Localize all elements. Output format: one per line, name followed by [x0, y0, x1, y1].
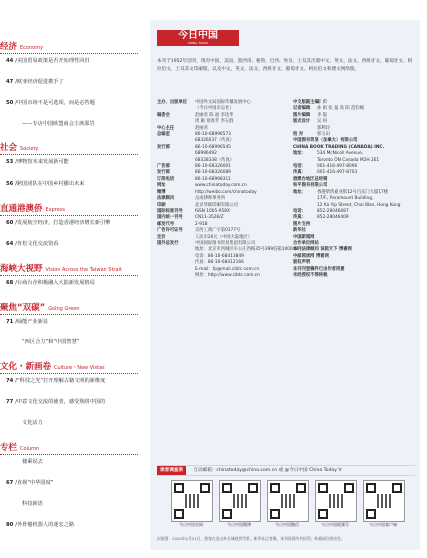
masthead-label: 发行部 [157, 170, 170, 176]
masthead-value: 京西工商广字第0177号 [195, 228, 241, 234]
qr-code-label: 今日中国微博 [227, 522, 251, 527]
masthead-value: 李 锟 [317, 112, 327, 118]
masthead-value: 孙 娟 张 曼 高 阳 范钧楠 [317, 106, 364, 112]
section-title: 直通港澳侨 [0, 204, 43, 214]
masthead-value: 68996492 [195, 151, 217, 157]
masthead-value: 534 McNicoll Avenue, [317, 151, 364, 157]
masthead-value: 香港柴湾嘉业街12号百乐门大厦17楼 [317, 189, 389, 195]
masthead-label: 广告许可证号 [157, 228, 183, 234]
masthead-value: 郭利玲 [317, 125, 330, 131]
masthead-row [293, 273, 417, 279]
magazine-intro: 本刊于1952年创刊，现有中国、美国、墨西哥、秘鲁、巴西、埃及、土耳其出版中文、英文、法文、西班牙文、葡萄牙文、阿拉伯文、土耳其文印刷版，以及中文、英文、法文、西班牙文、葡萄牙文、阿拉伯文和德文网络版。 [157, 59, 413, 72]
section-divider [0, 154, 138, 155]
table-of-contents [0, 0, 143, 558]
entry-title: 楼乘说去 [22, 459, 43, 465]
masthead-label: 版式设计 [293, 119, 311, 125]
section-title-en: Going Green [48, 306, 80, 312]
qr-data-modules [185, 494, 199, 508]
qr-code-label: 今日中国视频号 [321, 522, 349, 527]
masthead-value: CN11-3528/Z [195, 215, 224, 221]
masthead-value: 12 Ka Yip Street, Chai Wan, Hong Kong [317, 202, 401, 208]
masthead-value: 001-416-497-8096 [317, 164, 358, 170]
qr-code[interactable] [267, 480, 309, 522]
masthead-label: 印刷 [157, 202, 166, 208]
qr-finder-pattern [174, 483, 184, 493]
section-title: 海峡大视野 [0, 264, 43, 274]
entry-title: /跨国团队在中国乡村播出未来 [15, 181, 85, 187]
masthead-value: 852-28046687 [317, 208, 349, 214]
qr-finder-pattern [392, 483, 402, 493]
entry-title: ——专访中国欧盟商会主席邵岩 [22, 121, 95, 127]
masthead-value: 岳成律师事务所 [195, 196, 226, 202]
section-divider [0, 314, 138, 315]
masthead-column-right [293, 100, 417, 279]
page-number: 67 [6, 480, 14, 486]
qr-finder-pattern [318, 509, 328, 519]
section-title: 社会 [0, 143, 18, 153]
masthead-value: （今日中国杂志社） [195, 106, 234, 112]
page-number: 68 [6, 280, 14, 286]
masthead-label: 校 对 [293, 132, 304, 138]
qr-data-modules [281, 494, 295, 508]
entry-title: /中国市场不是可选项，而是必答题 [15, 100, 95, 106]
reader-survey-badge[interactable]: 读者调查表 [157, 466, 186, 475]
section-title-en: Economy [20, 45, 44, 51]
masthead-label: 本刊刊登稿件已由作者同意 [293, 266, 345, 272]
masthead-value: 86-10-68996545 [195, 144, 231, 150]
masthead-value: 86-10-68998311 [195, 176, 231, 182]
masthead-value: 852-28046409 [317, 215, 349, 221]
masthead-value: 赵丽君 陈 福 李攻华 [195, 112, 234, 118]
masthead-value: 郝 蔚 [317, 100, 327, 105]
masthead-label: CHINA BOOK TRADING (CANADA) INC. [293, 144, 385, 150]
masthead-value: 86-10-68996573 [195, 132, 231, 138]
qr-data-modules [329, 494, 343, 508]
masthead-value: 地址：北京市西城区车公庄西路35号399信箱100048 [195, 247, 299, 253]
masthead-value: 中国外文局国际传播发展中心 [195, 100, 251, 105]
masthead-label: 国际标准刊号 [157, 208, 183, 214]
contact-info: 互动邮箱：chinatoday@china.com.cn 或 @今日中国 China Today V [193, 468, 342, 473]
entry-title: /中意文化交流的使者，感受熟络中国的 [15, 399, 106, 405]
entry-title: /外骨骼机器人的迷宏之路 [15, 522, 75, 528]
qr-finder-pattern [222, 483, 232, 493]
toc-section-heading [0, 441, 140, 453]
masthead-value: 北京华联印刷有限公司 [195, 202, 238, 208]
section-title-en: Society [20, 146, 39, 152]
toc-entry[interactable] [22, 501, 156, 508]
page-number: 50 [6, 100, 14, 106]
masthead-label: 国内统一刊号 [157, 215, 183, 221]
toc-entry[interactable] [22, 339, 156, 346]
masthead-value: 电话：86-10-68413849 [195, 253, 244, 259]
page-number: 80 [6, 522, 14, 528]
masthead-value: 网址：http://www.cibtc.com.cn [195, 272, 260, 278]
masthead-label: 传真： [293, 215, 306, 221]
page-number: 47 [6, 79, 14, 85]
masthead-label: 国外总发行 [157, 240, 179, 246]
masthead-value: 68326037（传真） [195, 138, 235, 144]
section-divider [0, 275, 138, 276]
toc-entry[interactable] [6, 79, 140, 86]
qr-finder-pattern [366, 509, 376, 519]
masthead-label: 地址： [293, 189, 306, 195]
toc-section-heading [0, 202, 140, 214]
toc-entry[interactable] [6, 522, 140, 529]
toc-entry[interactable] [6, 159, 140, 166]
page-number: 60 [6, 220, 14, 226]
masthead-value: ISSN 1005-958X [195, 208, 230, 214]
toc-entry[interactable] [6, 181, 140, 188]
masthead-label: 未经授权不得转载 [293, 272, 328, 278]
qr-finder-pattern [270, 509, 280, 519]
toc-entry[interactable] [6, 58, 140, 65]
entry-title: /直视“中华国度” [15, 480, 54, 486]
toc-section-heading [0, 141, 140, 153]
qr-finder-pattern [200, 483, 210, 493]
masthead-value: 2-918 [195, 221, 208, 227]
masthead-label: 合作单位网站 [293, 240, 319, 246]
qr-finder-pattern [318, 483, 328, 493]
entry-title: /绿能产业新显 [15, 319, 49, 325]
masthead-label: 编委会 [157, 112, 170, 118]
masthead-label: 传真： [293, 170, 306, 176]
masthead-value: 86-10-68326089 [195, 170, 231, 176]
toc-entry[interactable] [22, 121, 156, 128]
masthead-label: 版权声明 [293, 260, 311, 266]
masthead-label: 中文版副主编 [293, 100, 319, 105]
section-divider [0, 454, 138, 455]
toc-entry[interactable] [6, 399, 140, 406]
page-number: 53 [6, 159, 14, 165]
section-title: 经济 [0, 42, 18, 52]
page-number: 56 [6, 181, 14, 187]
section-title-en: Express [45, 207, 66, 213]
toc-section-heading [0, 360, 140, 372]
masthead-value: 传真：86-10-68412166 [195, 260, 244, 266]
qr-code[interactable] [171, 480, 213, 522]
toc-entry[interactable] [6, 100, 140, 107]
masthead-label: 中心主任 [157, 125, 175, 131]
toc-entry[interactable] [6, 280, 140, 287]
toc-section-heading [0, 301, 140, 313]
masthead-value: 郭玉田 [317, 132, 330, 138]
qr-finder-pattern [366, 483, 376, 493]
masthead-label: 定价 [157, 234, 166, 240]
qr-code[interactable] [219, 480, 261, 522]
qr-finder-pattern [270, 483, 280, 493]
qr-data-modules [233, 494, 247, 508]
masthead-label: 图片编辑 [293, 112, 311, 118]
entry-title: /“科技之光”打开理解古籍文明的新维度 [15, 378, 106, 384]
qr-finder-pattern [344, 483, 354, 493]
qr-finder-pattern [174, 509, 184, 519]
qr-code[interactable] [363, 480, 405, 522]
masthead-value: 赵丽君 [195, 125, 208, 131]
masthead-value: 17/F., Paramount Building, [317, 196, 374, 202]
entry-title: 文化活力 [22, 420, 43, 426]
section-title: 文化・新画卷 [0, 362, 52, 372]
masthead-label: 主办、出版单位 [157, 100, 188, 105]
section-title-en: Column [20, 446, 40, 452]
toc-section-heading [0, 262, 140, 274]
entry-title: /发展航空经济，打造香港经济增长新引擎 [15, 220, 111, 226]
section-title: 专栏 [0, 443, 18, 453]
masthead-value: Toronto ON Canada M2H 2E1 [317, 157, 380, 163]
qr-data-modules [377, 494, 391, 508]
masthead-value: http://weibo.com/chinatoday [195, 189, 257, 195]
entry-title: /台商台企积极融入大陆新发展格局 [15, 280, 95, 286]
entry-title: /美国贸易政策是否开始理性回归 [15, 58, 90, 64]
masthead-label: 微博 [157, 189, 166, 195]
masthead-label: 和平图书有限公司 [293, 183, 328, 189]
toc-entry[interactable] [22, 420, 156, 427]
toc-entry[interactable] [6, 378, 140, 385]
magazine-logo: 今日中国 CHINA TODAY [157, 30, 239, 46]
section-divider [0, 373, 138, 374]
masthead-label: 法律顾问 [157, 196, 175, 202]
section-title-en: Culture・New Vistas [54, 365, 105, 371]
masthead-label: 中国新闻网 [293, 234, 315, 240]
masthead-value: www.chinatoday.com.cn [195, 183, 247, 189]
masthead-value: 周 颖 徐春芳 李五群 [195, 119, 234, 125]
qr-code-label: 今日中国微信 [275, 522, 299, 527]
qr-code-label: 今日中国客户端 [369, 522, 397, 527]
qr-code[interactable] [315, 480, 357, 522]
section-title-en: Vision Across the Taiwan Strait [45, 267, 122, 273]
qr-finder-pattern [296, 483, 306, 493]
masthead-label: 订阅电话 [157, 176, 175, 182]
toc-entry[interactable] [6, 220, 140, 227]
masthead-value: 001-416-497-8703 [317, 170, 358, 176]
masthead-label: 记者编辑 [293, 106, 311, 112]
masthead-value: 86-10-68326001 [195, 164, 231, 170]
masthead-value: 68328338（传真） [195, 157, 235, 163]
masthead-value: 吴 珂 [317, 119, 327, 125]
toc-entry[interactable] [6, 319, 140, 326]
toc-entry[interactable] [6, 480, 140, 487]
masthead-label: 中国图书贸易（加拿大）有限公司 [293, 138, 358, 144]
masthead-value: E-mail：fp@mail.cibtc.com.cn [195, 266, 260, 272]
reader-survey-bar [157, 465, 415, 476]
entry-title: “西区合力”和“中国智慧” [22, 339, 80, 345]
entry-title: /博物馆未来发展新可能 [15, 159, 69, 165]
page-number: 44 [6, 58, 14, 64]
masthead-label: 图片支持 [293, 221, 311, 227]
masthead-panel [150, 20, 420, 550]
masthead-label: 本刊法律顾问 该院天下 博睿网 [293, 247, 352, 253]
page-number: 74 [6, 378, 14, 384]
page-number: 64 [6, 241, 14, 247]
toc-entry[interactable] [6, 241, 140, 248]
masthead-label: 邮发代号 [157, 221, 175, 227]
masthead-label: 新华社 [293, 228, 306, 234]
masthead-label: 港澳台地区总经销 [293, 176, 328, 182]
footer-note: 封面图：2025年1月21日，游客在金山岭长城观赏雪景。新华社记者摄。本刊保留所有权利，转载请注明出处。 [157, 536, 345, 541]
masthead-label: 地址： [293, 151, 306, 157]
qr-code-row [157, 480, 415, 532]
qr-finder-pattern [248, 483, 258, 493]
masthead-row [157, 273, 289, 279]
entry-title: /欧亚经济促进携手了 [15, 79, 64, 85]
masthead-value: 中国国际图书贸易集团有限公司 [195, 240, 256, 246]
section-title: 聚焦“双碳” [0, 303, 46, 313]
masthead-label: 发行部 [157, 144, 170, 150]
qr-finder-pattern [222, 509, 232, 519]
section-divider [0, 215, 138, 216]
page-number: 77 [6, 399, 14, 405]
page-number: 71 [6, 319, 14, 325]
masthead-label: 电话： [293, 164, 306, 170]
masthead-label: 中邮阅读网 博看网 [293, 253, 329, 259]
masthead-label: 网址 [157, 183, 166, 189]
masthead-label: 广告部 [157, 164, 170, 170]
entry-title: /肯松文化交流馆看 [15, 241, 59, 247]
masthead-label: 电话： [293, 208, 306, 214]
toc-section-heading [0, 40, 140, 52]
masthead-value: 人民币20元（中国大陆地区） [195, 234, 253, 240]
entry-title: 科技新语 [22, 501, 43, 507]
section-divider [0, 53, 138, 54]
qr-code-label: 今日中国官网 [179, 522, 203, 527]
toc-entry[interactable] [22, 459, 156, 466]
masthead-label: 总编室 [157, 132, 170, 138]
